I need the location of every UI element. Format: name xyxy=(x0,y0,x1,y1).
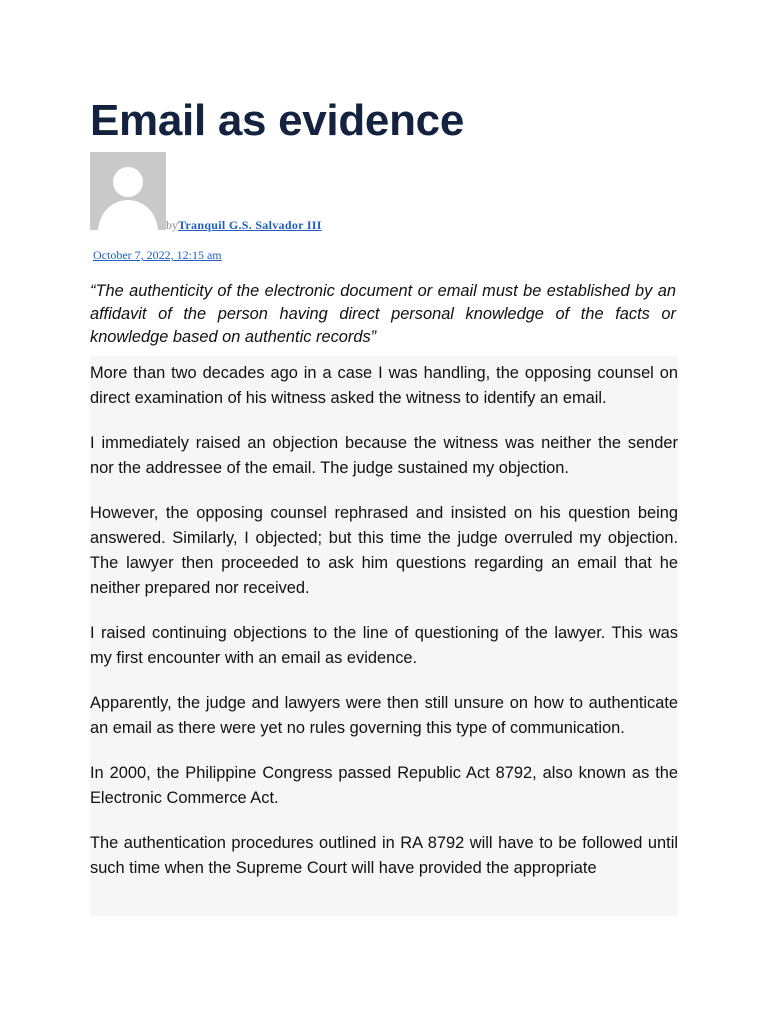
body-paragraph: I immediately raised an objection because the witness was neither the sender nor the addressee of the email. The judge sustained my objection. xyxy=(90,434,678,477)
byline-prefix: by xyxy=(166,218,178,232)
article-body xyxy=(90,356,678,916)
default-user-avatar-icon xyxy=(90,152,166,230)
byline xyxy=(166,217,322,233)
body-paragraph: Apparently, the judge and lawyers were then still unsure on how to authenticate an email as there were yet no rules governing this type of communication. xyxy=(90,694,678,737)
author-avatar[interactable] xyxy=(90,152,166,230)
author-link[interactable]: Tranquil G.S. Salvador III xyxy=(178,218,322,232)
body-paragraph: More than two decades ago in a case I was handling, the opposing counsel on direct examination of his witness asked the witness to identify an email. xyxy=(90,364,678,407)
body-paragraph: In 2000, the Philippine Congress passed Republic Act 8792, also known as the Electronic Commerce Act. xyxy=(90,764,678,807)
publish-date-link[interactable]: October 7, 2022, 12:15 am xyxy=(93,248,222,262)
body-paragraph: However, the opposing counsel rephrased and insisted on his question being answered. Similarly, I objected; but this time the judge overruled my objection. The lawyer then proceeded to ask him questions regarding an email that he neither prepared nor received. xyxy=(90,504,678,597)
body-paragraph: I raised continuing objections to the line of questioning of the lawyer. This was my first encounter with an email as evidence. xyxy=(90,624,678,667)
article-title: Email as evidence xyxy=(90,96,465,145)
body-paragraph: The authentication procedures outlined in RA 8792 will have to be followed until such time when the Supreme Court will have provided the appropriate xyxy=(90,834,678,877)
pull-quote: “The authenticity of the electronic document or email must be established by an affidavit of the person having direct personal knowledge of the facts or knowledge based on authentic records” xyxy=(90,282,676,346)
